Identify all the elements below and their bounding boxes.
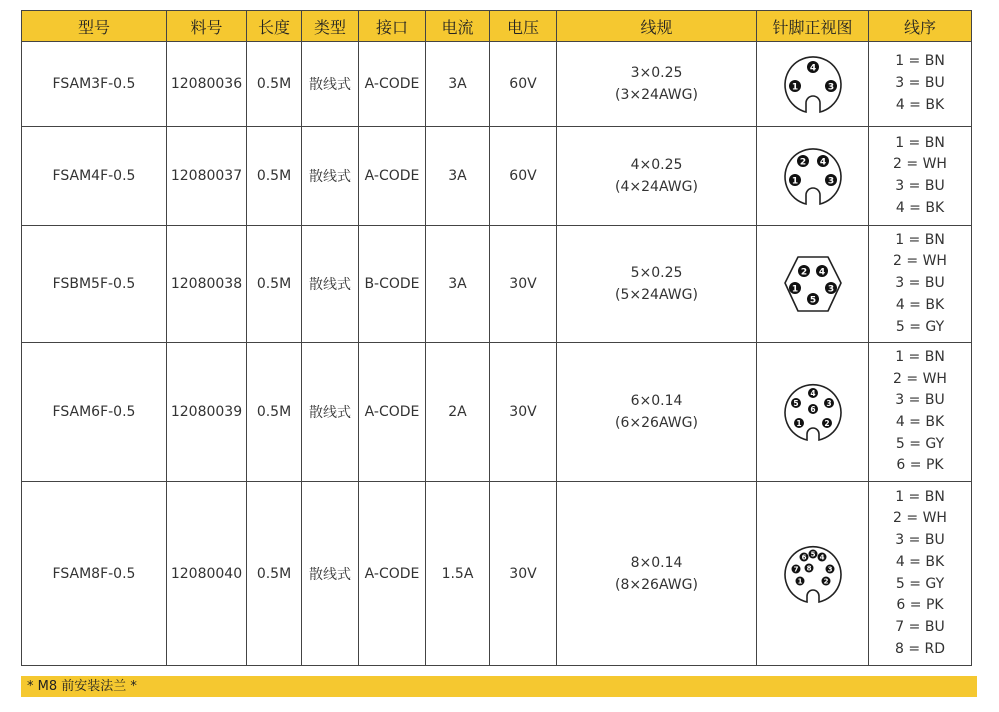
- cell-length: 0.5M: [247, 226, 302, 343]
- wire-entry: 4 = BK: [895, 96, 945, 113]
- pin-label: 6: [801, 553, 806, 562]
- table-row: [22, 226, 972, 343]
- header-gauge: 线规: [557, 11, 757, 42]
- cell-current: 3A: [426, 42, 490, 127]
- gauge-awg: (8×26AWG): [615, 576, 698, 593]
- cell-interface: A-CODE: [359, 343, 426, 482]
- cell-type: 散线式: [302, 226, 359, 343]
- cell-interface: A-CODE: [359, 482, 426, 666]
- gauge-awg: (4×24AWG): [615, 179, 698, 195]
- cell-model: FSAM4F-0.5: [22, 127, 167, 226]
- cell-pin-view: [757, 226, 869, 343]
- pin-label: 1: [791, 176, 798, 187]
- pin-label: 3: [825, 399, 832, 408]
- wire-entry: 8 = RD: [894, 640, 946, 657]
- cell-pin-view: [757, 42, 869, 127]
- wire-entry: 2 = WH: [893, 510, 947, 527]
- header-pin-view: 针脚正视图: [757, 11, 869, 42]
- pin-label: 1: [791, 82, 798, 93]
- wire-entry: 1 = BN: [895, 134, 945, 151]
- wire-entry: 3 = BU: [895, 178, 945, 194]
- connector-pin-diagram: [778, 49, 848, 119]
- gauge-awg: (6×26AWG): [615, 415, 698, 431]
- cell-wire-order: [869, 343, 972, 482]
- connector-pin-diagram: [778, 249, 848, 319]
- header-interface: 接口: [359, 11, 426, 42]
- wire-entry: 3 = BU: [895, 532, 945, 549]
- cell-length: 0.5M: [247, 482, 302, 666]
- wire-entry: 4 = BK: [895, 199, 945, 216]
- table-row: [22, 42, 972, 127]
- gauge-spec: 3×0.25: [630, 65, 683, 81]
- wire-entry: 5 = GY: [895, 435, 945, 452]
- pin-label: 2: [823, 419, 830, 428]
- cell-wire-order: [869, 127, 972, 226]
- header-part-no: 料号: [167, 11, 247, 42]
- pin-label: 3: [827, 565, 832, 574]
- cell-gauge: [557, 226, 757, 343]
- connector-pin-diagram: [778, 539, 848, 609]
- cell-part-no: 12080036: [167, 42, 247, 127]
- spec-table: [21, 10, 972, 666]
- cell-voltage: 60V: [490, 42, 557, 127]
- gauge-awg: (5×24AWG): [615, 287, 698, 303]
- pin-label: 4: [819, 553, 824, 562]
- connector-pin-diagram: [778, 377, 848, 447]
- cell-model: FSBM5F-0.5: [22, 226, 167, 343]
- wire-entry: 3 = BU: [895, 275, 945, 292]
- gauge-spec: 5×0.25: [630, 265, 683, 281]
- wire-entry: 3 = BU: [895, 392, 945, 409]
- table-row: [22, 482, 972, 666]
- pin-label: 3: [827, 82, 834, 93]
- cell-pin-view: [757, 127, 869, 226]
- wire-entry: 4 = BK: [895, 296, 945, 313]
- cell-gauge: [557, 42, 757, 127]
- cell-model: FSAM3F-0.5: [22, 42, 167, 127]
- cell-length: 0.5M: [247, 343, 302, 482]
- wire-entry: 1 = BN: [895, 348, 945, 365]
- cell-current: 3A: [426, 226, 490, 343]
- cell-wire-order: [869, 482, 972, 666]
- cell-part-no: 12080039: [167, 343, 247, 482]
- cell-part-no: 12080037: [167, 127, 247, 226]
- cell-gauge: [557, 482, 757, 666]
- header-row: [22, 11, 972, 42]
- wire-entry: 2 = WH: [893, 370, 947, 387]
- wire-entry: 1 = BN: [895, 488, 945, 505]
- cell-type: 散线式: [302, 127, 359, 226]
- cell-interface: A-CODE: [359, 42, 426, 127]
- wire-entry: 6 = PK: [896, 457, 944, 474]
- cell-gauge: [557, 127, 757, 226]
- cell-current: 3A: [426, 127, 490, 226]
- gauge-spec: 8×0.14: [630, 554, 683, 571]
- cell-wire-order: [869, 42, 972, 127]
- footer-note: * M8 前安装法兰 *: [21, 676, 977, 697]
- gauge-awg: (3×24AWG): [615, 87, 698, 103]
- cell-length: 0.5M: [247, 127, 302, 226]
- cell-voltage: 30V: [490, 343, 557, 482]
- gauge-spec: 6×0.14: [630, 393, 683, 409]
- wire-entry: 3 = BU: [895, 75, 945, 92]
- pin-label: 4: [818, 267, 825, 278]
- cell-type: 散线式: [302, 343, 359, 482]
- pin-label: 7: [793, 565, 798, 574]
- pin-label: 1: [797, 577, 802, 586]
- wire-entry: 2 = WH: [893, 156, 947, 173]
- cell-voltage: 30V: [490, 226, 557, 343]
- pin-label: 3: [827, 284, 834, 295]
- pin-label: 3: [827, 176, 834, 187]
- pin-label: 5: [792, 399, 799, 408]
- gauge-spec: 4×0.25: [630, 157, 683, 173]
- pin-label: 1: [791, 284, 798, 295]
- header-type: 类型: [302, 11, 359, 42]
- cell-current: 2A: [426, 343, 490, 482]
- cell-pin-view: [757, 343, 869, 482]
- cell-interface: B-CODE: [359, 226, 426, 343]
- pin-label: 2: [823, 577, 828, 586]
- pin-label: 5: [810, 550, 815, 559]
- pin-label: 1: [795, 419, 802, 428]
- cell-model: FSAM6F-0.5: [22, 343, 167, 482]
- header-wire-order: 线序: [869, 11, 972, 42]
- cell-voltage: 30V: [490, 482, 557, 666]
- pin-label: 8: [806, 564, 811, 573]
- table-row: [22, 127, 972, 226]
- pin-label: 6: [809, 405, 816, 414]
- wire-entry: 6 = PK: [896, 597, 944, 614]
- header-model: 型号: [22, 11, 167, 42]
- cell-voltage: 60V: [490, 127, 557, 226]
- table-row: [22, 343, 972, 482]
- pin-label: 4: [809, 389, 816, 398]
- header-current: 电流: [426, 11, 490, 42]
- cell-pin-view: [757, 482, 869, 666]
- pin-label: 2: [799, 157, 806, 168]
- header-length: 长度: [247, 11, 302, 42]
- cell-part-no: 12080040: [167, 482, 247, 666]
- wire-entry: 7 = BU: [895, 618, 945, 635]
- pin-label: 2: [800, 267, 807, 278]
- cell-length: 0.5M: [247, 42, 302, 127]
- cell-part-no: 12080038: [167, 226, 247, 343]
- cell-model: FSAM8F-0.5: [22, 482, 167, 666]
- wire-entry: 1 = BN: [895, 231, 945, 248]
- cell-type: 散线式: [302, 42, 359, 127]
- cell-wire-order: [869, 226, 972, 343]
- wire-entry: 2 = WH: [893, 253, 947, 270]
- connector-pin-diagram: [778, 141, 848, 211]
- wire-entry: 1 = BN: [895, 53, 945, 70]
- cell-type: 散线式: [302, 482, 359, 666]
- pin-label: 4: [809, 63, 816, 74]
- pin-label: 5: [809, 295, 816, 306]
- wire-entry: 5 = GY: [895, 318, 945, 335]
- header-voltage: 电压: [490, 11, 557, 42]
- pin-label: 4: [819, 157, 826, 168]
- cell-current: 1.5A: [426, 482, 490, 666]
- wire-entry: 5 = GY: [895, 575, 945, 592]
- cell-interface: A-CODE: [359, 127, 426, 226]
- wire-entry: 4 = BK: [895, 553, 945, 570]
- wire-entry: 4 = BK: [895, 414, 945, 430]
- cell-gauge: [557, 343, 757, 482]
